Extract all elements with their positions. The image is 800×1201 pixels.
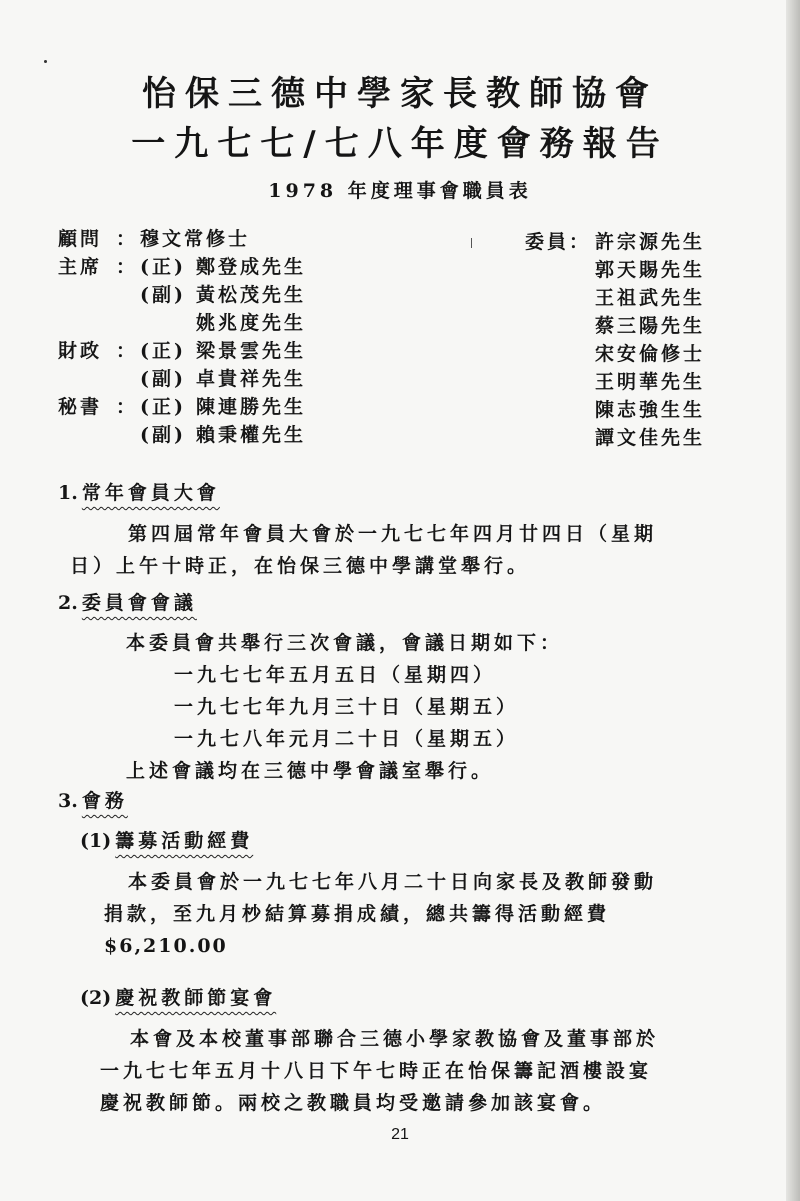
paragraph-line: 本會及本校董事部聯合三德小學家教協會及董事部於 bbox=[130, 1028, 660, 1050]
section-title: 會務 bbox=[81, 790, 128, 812]
meeting-date: 一九七八年元月二十日（星期五） bbox=[174, 728, 520, 750]
officer-role: 主席 bbox=[58, 256, 103, 278]
section-paragraph bbox=[126, 627, 563, 787]
officer-role bbox=[58, 281, 116, 309]
officer-row bbox=[58, 421, 306, 449]
committee-member: 郭天賜先生 bbox=[595, 259, 706, 281]
paragraph-line: 一九七七年五月十八日下午七時正在怡保籌記酒樓設宴 bbox=[100, 1060, 653, 1082]
meeting-date: 一九七七年五月五日（星期四） bbox=[174, 664, 497, 686]
officer-name: 鄭登成先生 bbox=[196, 256, 307, 278]
officer-row bbox=[58, 393, 306, 421]
officer-role: 顧問 bbox=[58, 228, 103, 250]
committee-role: 委員： bbox=[525, 231, 592, 253]
officer-sub-role: (副) bbox=[140, 368, 186, 390]
officer-name: 黃松茂先生 bbox=[196, 284, 307, 306]
subsection-paragraph bbox=[104, 866, 657, 962]
committee-member: 宋安倫修士 bbox=[595, 343, 706, 365]
section-title: 常年會員大會 bbox=[81, 482, 220, 504]
committee-row bbox=[525, 340, 705, 368]
committee-row bbox=[525, 312, 705, 340]
section-heading-affairs bbox=[58, 786, 128, 813]
officer-row bbox=[58, 253, 306, 281]
paragraph-line: 日）上午十時正，在怡保三德中學講堂舉行。 bbox=[70, 555, 531, 577]
officers-table-title: 1978 年度理事會職員表 bbox=[268, 180, 532, 202]
subsection-heading-teachers-day bbox=[80, 983, 276, 1010]
paragraph-line: 本委員會共舉行三次會議，會議日期如下： bbox=[126, 632, 564, 654]
fund-amount: $6,210.00 bbox=[104, 935, 228, 957]
officer-colon bbox=[116, 421, 140, 449]
officer-colon bbox=[116, 281, 140, 309]
committee-list bbox=[525, 228, 705, 452]
section-heading-annual-meeting bbox=[58, 478, 220, 505]
section-number: 2. bbox=[58, 592, 78, 614]
officer-colon: ： bbox=[116, 396, 139, 418]
section-title: 委員會會議 bbox=[81, 592, 197, 614]
scan-speck bbox=[44, 60, 47, 63]
officer-role bbox=[58, 421, 116, 449]
subsection-number: (1) bbox=[80, 830, 112, 852]
officer-name: 姚兆度先生 bbox=[196, 312, 307, 334]
officer-role: 財政 bbox=[58, 340, 103, 362]
report-title-line2: 一九七七/七八年度會務報告 bbox=[131, 124, 669, 164]
scan-mark bbox=[471, 238, 472, 248]
officer-sub-role: (副) bbox=[140, 424, 186, 446]
officer-colon: ： bbox=[116, 340, 139, 362]
paragraph-line: 第四屆常年會員大會於一九七七年四月廿四日（星期 bbox=[128, 523, 658, 545]
committee-row bbox=[525, 228, 705, 256]
officer-colon bbox=[116, 309, 140, 337]
section-number: 1. bbox=[58, 482, 78, 504]
committee-member: 王祖武先生 bbox=[595, 287, 706, 309]
committee-row bbox=[525, 396, 705, 424]
section-paragraph bbox=[70, 518, 657, 582]
officer-sub-role: (正) bbox=[140, 340, 186, 362]
officer-name: 卓貴祥先生 bbox=[196, 368, 307, 390]
officer-name: 穆文常修士 bbox=[140, 228, 251, 250]
officer-name: 陳連勝先生 bbox=[196, 396, 307, 418]
report-title-line1: 怡保三德中學家長教師協會 bbox=[142, 74, 658, 114]
committee-member: 譚文佳先生 bbox=[595, 427, 706, 449]
officer-colon: ： bbox=[116, 228, 139, 250]
officer-sub-role bbox=[140, 309, 196, 337]
subsection-heading-fundraising bbox=[80, 826, 253, 853]
committee-row bbox=[525, 424, 705, 452]
section-number: 3. bbox=[58, 790, 78, 812]
officer-sub-role: (正) bbox=[140, 396, 186, 418]
officer-role: 秘書 bbox=[58, 396, 103, 418]
officer-row bbox=[58, 309, 306, 337]
officer-row bbox=[58, 365, 306, 393]
committee-member: 許宗源先生 bbox=[595, 231, 706, 253]
officers-list bbox=[58, 225, 306, 449]
officer-name: 賴秉權先生 bbox=[196, 424, 307, 446]
subsection-number: (2) bbox=[80, 987, 112, 1009]
section-heading-committee-meetings bbox=[58, 588, 197, 615]
committee-member: 蔡三陽先生 bbox=[595, 315, 706, 337]
paragraph-line: 本委員會於一九七七年八月二十日向家長及教師發動 bbox=[128, 871, 658, 893]
paragraph-line: 慶祝教師節。兩校之教職員均受邀請參加該宴會。 bbox=[100, 1092, 607, 1114]
officer-row bbox=[58, 281, 306, 309]
paragraph-line: 上述會議均在三德中學會議室舉行。 bbox=[126, 760, 495, 782]
officer-sub-role: (正) bbox=[140, 256, 186, 278]
officer-role bbox=[58, 309, 116, 337]
officer-row bbox=[58, 225, 306, 253]
subsection-title: 籌募活動經費 bbox=[115, 830, 254, 852]
page-number: 21 bbox=[391, 1126, 409, 1143]
subsection-paragraph bbox=[100, 1023, 659, 1119]
committee-member: 陳志強生生 bbox=[595, 399, 706, 421]
officer-role bbox=[58, 365, 116, 393]
meeting-date: 一九七七年九月三十日（星期五） bbox=[174, 696, 520, 718]
committee-row bbox=[525, 256, 705, 284]
officer-row bbox=[58, 337, 306, 365]
committee-row bbox=[525, 284, 705, 312]
committee-row bbox=[525, 368, 705, 396]
subsection-title: 慶祝教師節宴會 bbox=[115, 987, 277, 1009]
paragraph-line: 捐款，至九月杪結算募捐成績，總共籌得活動經費 bbox=[104, 903, 611, 925]
officer-colon bbox=[116, 365, 140, 393]
committee-member: 王明華先生 bbox=[595, 371, 706, 393]
officer-sub-role: (副) bbox=[140, 284, 186, 306]
officer-name: 梁景雲先生 bbox=[196, 340, 307, 362]
officer-colon: ： bbox=[116, 256, 139, 278]
